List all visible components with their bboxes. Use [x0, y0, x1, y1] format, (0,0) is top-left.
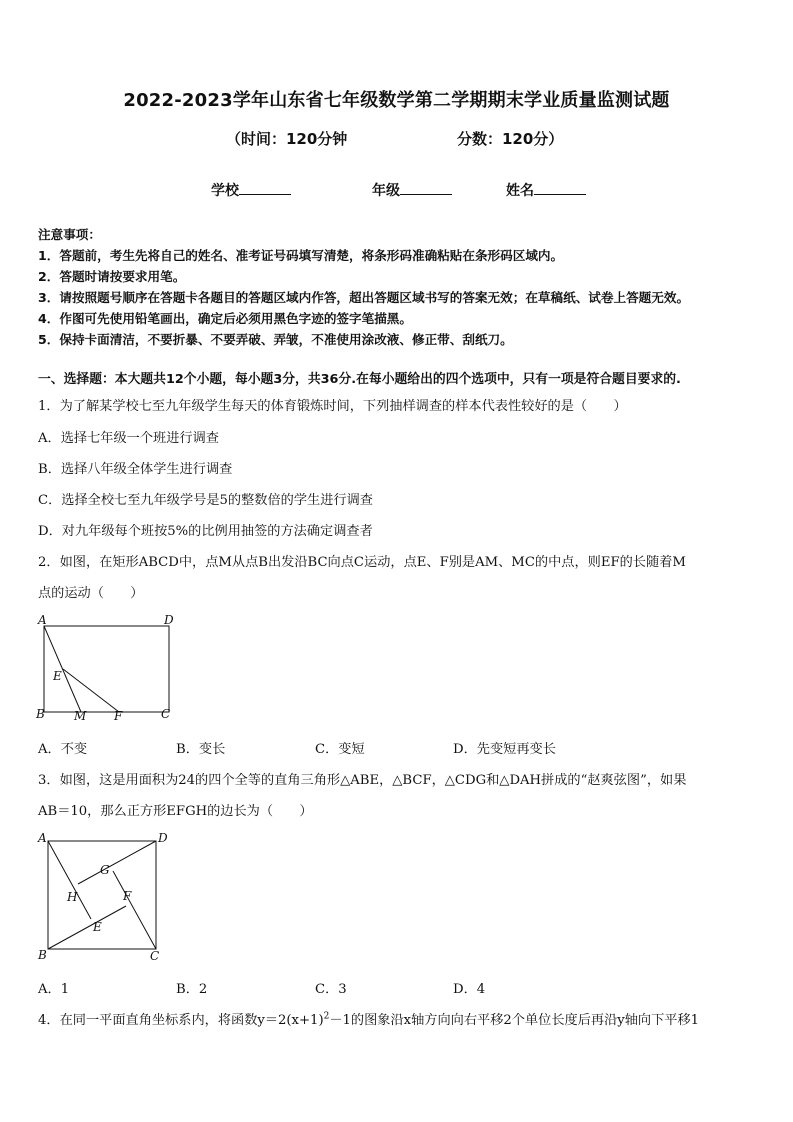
question-4-exponent: 2: [323, 1011, 330, 1022]
question-4-stem: [38, 1009, 699, 1028]
question-2-option-b: B．变长: [176, 742, 226, 757]
note-item: 3．请按照题号顺序在答题卡各题目的答题区域内作答，超出答题区域书写的答案无效；在草稿纸、试卷上答题无效。: [38, 290, 690, 305]
question-2-option-c: C．变短: [315, 742, 365, 757]
note-item: 4．作图可先使用铅笔画出，确定后必须用黑色字迹的签字笔描黑。: [38, 311, 412, 326]
question-3-option-d: D．4: [453, 982, 486, 997]
question-1-stem: 1．为了解某学校七至九年级学生每天的体育锻炼时间，下列抽样调查的样本代表性较好的是（ ）: [38, 399, 627, 414]
label-a: A: [38, 613, 47, 627]
label-f: F: [123, 889, 132, 903]
label-g: G: [100, 863, 110, 877]
question-1-option-a: A．选择七年级一个班进行调查: [38, 431, 219, 446]
name-blank: [534, 180, 586, 195]
label-b: B: [36, 707, 45, 721]
note-item: 1．答题前，考生先将自己的姓名、准考证号码填写清楚，将条形码准确粘贴在条形码区域内。: [38, 248, 564, 263]
grade-label: 年级: [372, 183, 400, 199]
label-d: D: [164, 613, 174, 627]
label-e: E: [93, 920, 102, 934]
section-heading: 一、选择题：本大题共12个小题，每小题3分，共36分.在每小题给出的四个选项中，只有一项是符合题目要求的.: [38, 372, 681, 387]
question-3-option-b: B．2: [176, 982, 208, 997]
note-item: 5．保持卡面清洁，不要折暴、不要弄破、弄皱，不准使用涂改液、修正带、刮纸刀。: [38, 332, 513, 347]
page-title: 2022-2023学年山东省七年级数学第二学期期末学业质量监测试题: [123, 90, 670, 111]
segment-am: [44, 626, 81, 712]
label-a: A: [38, 831, 47, 845]
label-e: E: [53, 669, 62, 683]
question-1-option-b: B．选择八年级全体学生进行调查: [38, 462, 233, 477]
question-3-option-a: A．1: [38, 982, 70, 997]
notes-block: [38, 224, 689, 350]
question-1-option-d: D．对九年级每个班按5%的比例用抽签的方法确定调查者: [38, 524, 373, 539]
grade-blank: [400, 180, 452, 195]
label-c: C: [161, 707, 171, 721]
school-blank: [239, 180, 291, 195]
name-field: [506, 180, 586, 200]
label-m: M: [74, 709, 87, 723]
label-c: C: [150, 949, 160, 963]
question-1-option-c: C．选择全校七至九年级学号是5的整数倍的学生进行调查: [38, 493, 373, 508]
school-field: [211, 180, 291, 200]
question-3-stem-line1: 3．如图，这是用面积为24的四个全等的直角三角形△ABE，△BCF，△CDG和△DAH拼成的“赵爽弦图”，如果: [38, 773, 687, 788]
school-label: 学校: [211, 183, 239, 199]
exam-score: 分数：120分）: [457, 130, 564, 148]
grade-field: [372, 180, 452, 200]
note-item: 2．答题时请按要求用笔。: [38, 269, 186, 284]
label-b: B: [38, 948, 47, 962]
question-2-figure: [30, 608, 190, 728]
question-3-figure: [30, 828, 180, 968]
question-2-option-d: D．先变短再变长: [453, 742, 556, 757]
question-2-stem-line2: 点的运动（ ）: [38, 586, 144, 601]
question-4-stem-before: 4．在同一平面直角坐标系内，将函数y＝2(x+1): [38, 1013, 324, 1028]
square-abcd: [48, 841, 156, 949]
question-3-option-c: C．3: [315, 982, 347, 997]
notes-heading: 注意事项：: [38, 227, 101, 242]
name-label: 姓名: [506, 183, 534, 199]
question-2-stem-line1: 2．如图，在矩形ABCD中，点M从点B出发沿BC向点C运动，点E、F别是AM、MC的中点，则EF的长随着M: [38, 555, 686, 570]
label-d: D: [158, 831, 168, 845]
question-3-stem-line2: AB＝10，那么正方形EFGH的边长为（ ）: [38, 804, 313, 819]
exam-time: （时间：120分钟: [226, 130, 348, 148]
question-4-stem-after: －1的图象沿x轴方向向右平移2个单位长度后再沿y轴向下平移1: [329, 1013, 700, 1028]
label-f: F: [114, 709, 123, 723]
question-2-option-a: A．不变: [38, 742, 88, 757]
label-h: H: [67, 890, 78, 904]
